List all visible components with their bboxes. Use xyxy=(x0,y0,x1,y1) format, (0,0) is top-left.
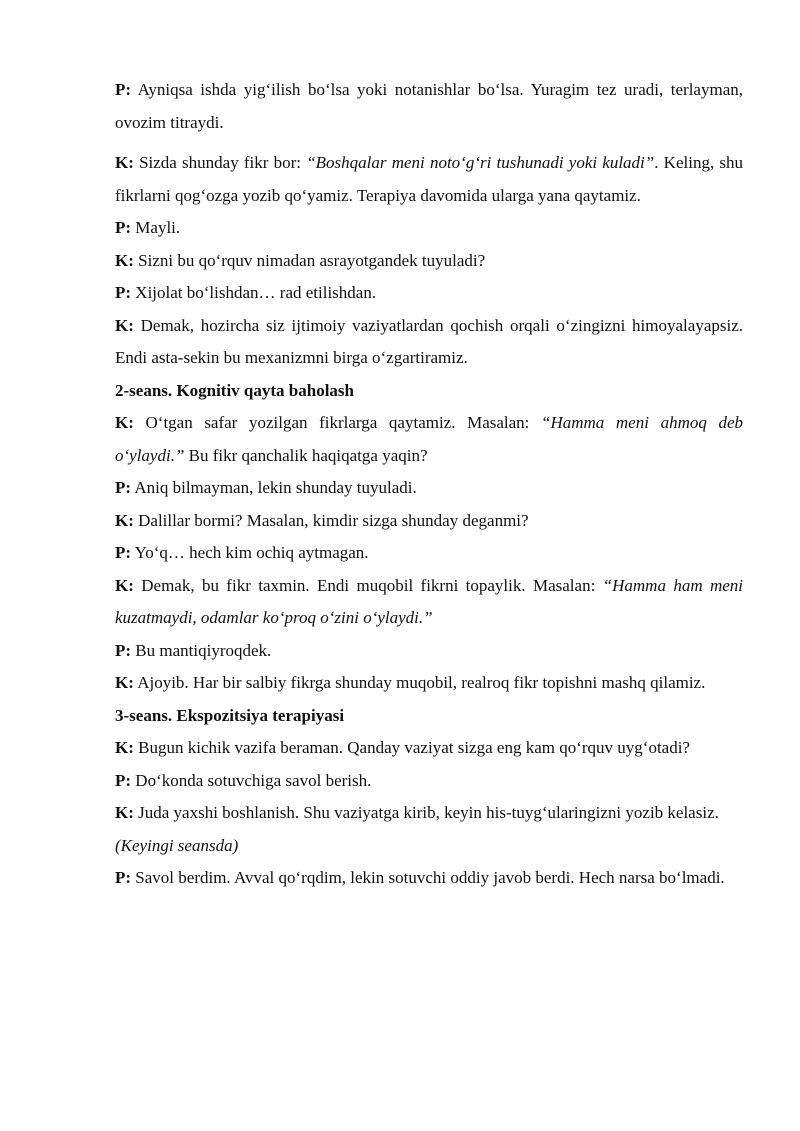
session-heading: 2-seans. Kognitiv qayta baholash xyxy=(115,380,354,400)
dialogue-paragraph xyxy=(115,537,743,570)
dialogue-paragraph xyxy=(115,147,743,212)
paragraph-text: Demak, hozircha siz ijtimoiy vaziyatlardan qochish orqali o‘zingizni himoyalayapsiz. Endi asta-sekin bu mexanizmni birga o‘zgartiramiz. xyxy=(115,315,743,367)
dialogue-paragraph xyxy=(115,74,743,139)
speaker-label: K: xyxy=(115,575,134,595)
dialogue-paragraph xyxy=(115,505,743,538)
dialogue-paragraph xyxy=(115,472,743,505)
paragraph-text: Demak, bu fikr taxmin. Endi muqobil fikrni topaylik. Masalan: xyxy=(133,575,603,595)
dialogue-paragraph xyxy=(115,570,743,635)
paragraph-text: O‘tgan safar yozilgan fikrlarga qaytamiz. Masalan: xyxy=(133,413,542,432)
paragraph-text: Ayniqsa ishda yig‘ilish bo‘lsa yoki notanishlar bo‘lsa. Yuragim tez uradi, terlayman, ovozim titraydi. xyxy=(115,80,743,132)
paragraph-text: Sizda shunday fikr bor: xyxy=(133,153,307,172)
session-2 xyxy=(115,375,743,700)
paragraph-text: Sizni bu qo‘rquv nimadan asrayotgandek tuyuladi? xyxy=(133,250,486,270)
paragraph-text: Mayli. xyxy=(131,218,181,237)
paragraph-text: Aniq bilmayman, lekin shunday tuyuladi. xyxy=(131,478,417,497)
dialogue-paragraph xyxy=(115,635,743,668)
dialogue-paragraph xyxy=(115,407,743,472)
speaker-label: K: xyxy=(115,803,134,822)
speaker-label: K: xyxy=(115,673,134,692)
intro-dialogue xyxy=(115,74,743,375)
speaker-label: P: xyxy=(115,640,132,660)
quoted-thought: “Boshqalar meni noto‘g‘ri tushunadi yoki kuladi” xyxy=(306,153,655,172)
session-heading: 3-seans. Ekspozitsiya terapiyasi xyxy=(115,705,345,725)
dialogue-paragraph xyxy=(115,797,743,830)
speaker-label: K: xyxy=(115,413,134,432)
stage-note xyxy=(115,830,743,863)
speaker-label: P: xyxy=(115,283,132,302)
dialogue-paragraph xyxy=(115,310,743,375)
paragraph-text: Ajoyib. Har bir salbiy fikrga shunday muqobil, realroq fikr topishni mashq qilamiz. xyxy=(133,673,706,692)
paragraph-text: Bu mantiqiyroqdek. xyxy=(131,640,272,660)
paragraph-text: Do‘konda sotuvchiga savol berish. xyxy=(131,770,372,790)
paragraph-text: Juda yaxshi boshlanish. Shu vaziyatga kirib, keyin his-tuyg‘ularingizni yozib kelasiz. xyxy=(133,803,719,822)
dialogue-paragraph xyxy=(115,277,743,310)
paragraph-text: Xijolat bo‘lishdan… rad etilishdan. xyxy=(131,283,377,302)
dialogue-paragraph xyxy=(115,765,743,798)
paragraph-text: Bu fikr qanchalik haqiqatga yaqin? xyxy=(184,445,428,465)
dialogue-paragraph xyxy=(115,862,743,895)
dialogue-paragraph xyxy=(115,212,743,245)
speaker-label: P: xyxy=(115,543,132,562)
paragraph-text: Dalillar bormi? Masalan, kimdir sizga shunday deganmi? xyxy=(133,510,529,530)
paragraph-text: . Keling, shu fikrlarni qog‘ozga yozib qo‘yamiz. Terapiya davomida ularga yana qaytamiz. xyxy=(115,153,744,205)
speaker-label: K: xyxy=(115,315,134,335)
paragraph-text: Bugun kichik vazifa beraman. Qanday vaziyat sizga eng kam qo‘rquv uyg‘otadi? xyxy=(133,738,690,757)
speaker-label: P: xyxy=(115,770,132,790)
document-page xyxy=(115,74,743,895)
stage-note-text: (Keyingi seansda) xyxy=(115,835,239,855)
paragraph-text: Savol berdim. Avval qo‘rqdim, lekin sotuvchi oddiy javob berdi. Hech narsa bo‘lmadi. xyxy=(131,868,725,887)
speaker-label: P: xyxy=(115,868,132,887)
speaker-label: K: xyxy=(115,510,134,530)
speaker-label: P: xyxy=(115,218,132,237)
dialogue-paragraph xyxy=(115,667,743,700)
session-3 xyxy=(115,700,743,895)
paragraph-text: Yo‘q… hech kim ochiq aytmagan. xyxy=(131,543,369,562)
speaker-label: K: xyxy=(115,738,134,757)
dialogue-paragraph xyxy=(115,245,743,278)
speaker-label: K: xyxy=(115,153,134,172)
speaker-label: P: xyxy=(115,478,132,497)
speaker-label: P: xyxy=(115,80,132,99)
quoted-thought: “Hamma ham meni kuzatmaydi, odamlar ko‘proq o‘zini o‘ylaydi.” xyxy=(115,575,743,627)
dialogue-paragraph xyxy=(115,732,743,765)
speaker-label: K: xyxy=(115,250,134,270)
quoted-thought: “Hamma meni ahmoq deb o‘ylaydi.” xyxy=(115,413,743,465)
